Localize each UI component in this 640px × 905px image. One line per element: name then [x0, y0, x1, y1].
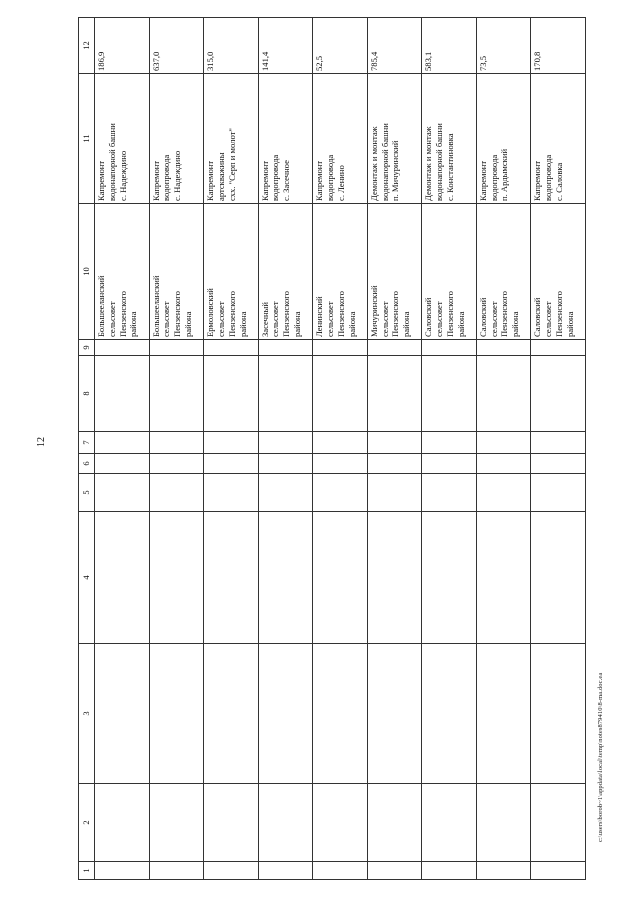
table-cell-col1	[476, 862, 531, 880]
table-cell-col3	[258, 644, 313, 784]
table-cell-col9	[367, 340, 422, 356]
table-cell-col8	[204, 356, 259, 432]
table-cell-col6	[313, 454, 368, 474]
table-cell-col11: Капремонт водопровода с. Надеждино	[149, 74, 204, 204]
table-cell-col6	[476, 454, 531, 474]
table-cell-col10: Засечный сельсовет Пензенского района	[258, 204, 313, 340]
table-cell-col1	[313, 862, 368, 880]
table-cell-col1	[149, 862, 204, 880]
table-cell-col8	[476, 356, 531, 432]
table-cell-col8	[149, 356, 204, 432]
page-number: 12	[36, 437, 47, 447]
table-cell-col3	[95, 644, 150, 784]
table-cell-col11: Демонтаж и монтаж водонапорной башни с. Константиновка	[422, 74, 477, 204]
table-cell-col7	[367, 432, 422, 454]
table-cell-col11: Капремонт водопровода с. Засечное	[258, 74, 313, 204]
table-cell-col9	[204, 340, 259, 356]
table-cell-col1	[95, 862, 150, 880]
table-cell-col9	[531, 340, 586, 356]
table-cell-col6	[95, 454, 150, 474]
table-cell-col12: 170,8	[531, 18, 586, 74]
table-cell-col12: 52,5	[313, 18, 368, 74]
table-cell-col7	[204, 432, 259, 454]
table-cell-col5	[531, 474, 586, 512]
table-cell-col5	[367, 474, 422, 512]
table-cell-col10: Ермоловский сельсовет Пензенского района	[204, 204, 259, 340]
table-row	[313, 18, 368, 880]
table-cell-col2	[95, 784, 150, 862]
table-cell-col5	[258, 474, 313, 512]
table-cell-col12: 637,0	[149, 18, 204, 74]
table-cell-col2	[531, 784, 586, 862]
table-cell-col1	[422, 862, 477, 880]
column-header-6: 6	[79, 454, 95, 474]
table-cell-col10: Мичуринский сельсовет Пензенского района	[367, 204, 422, 340]
table-cell-col8	[531, 356, 586, 432]
table-cell-col4	[313, 512, 368, 644]
column-header-1: 1	[79, 862, 95, 880]
table-cell-col7	[258, 432, 313, 454]
table-cell-col12: 186,9	[95, 18, 150, 74]
table-header-row	[79, 18, 95, 880]
table-cell-col9	[258, 340, 313, 356]
column-header-3: 3	[79, 644, 95, 784]
table-cell-col8	[313, 356, 368, 432]
table-cell-col12: 785,4	[367, 18, 422, 74]
table-cell-col3	[204, 644, 259, 784]
table-cell-col4	[367, 512, 422, 644]
table-cell-col12: 73,5	[476, 18, 531, 74]
table-cell-col8	[95, 356, 150, 432]
table-cell-col5	[149, 474, 204, 512]
table-cell-col4	[422, 512, 477, 644]
table-cell-col6	[258, 454, 313, 474]
table-row	[258, 18, 313, 880]
table-cell-col4	[149, 512, 204, 644]
table-cell-col3	[531, 644, 586, 784]
table-cell-col9	[149, 340, 204, 356]
table-cell-col7	[95, 432, 150, 454]
table-cell-col10: Ленинский сельсовет Пензенского района	[313, 204, 368, 340]
table-cell-col6	[204, 454, 259, 474]
table-cell-col11: Демонтаж и монтаж водонапорной башни п. Мичуринский	[367, 74, 422, 204]
file-path: c:\users\borob~1\appdata\local\temp\notes879410\8-ma.doc.ea	[597, 672, 604, 842]
column-header-12: 12	[79, 18, 95, 74]
table-cell-col8	[258, 356, 313, 432]
table-cell-col12: 315,0	[204, 18, 259, 74]
table-cell-col4	[476, 512, 531, 644]
table-cell-col2	[149, 784, 204, 862]
table-cell-col5	[95, 474, 150, 512]
table-cell-col12: 583,1	[422, 18, 477, 74]
column-header-10: 10	[79, 204, 95, 340]
table-cell-col7	[422, 432, 477, 454]
column-header-2: 2	[79, 784, 95, 862]
table-cell-col5	[476, 474, 531, 512]
table-row	[149, 18, 204, 880]
table-cell-col11: Капремонт водонапорной башни с. Надеждино	[95, 74, 150, 204]
table-cell-col10: Большееланский сельсовет Пензенского района	[149, 204, 204, 340]
table-row	[422, 18, 477, 880]
table-cell-col1	[258, 862, 313, 880]
table-cell-col9	[313, 340, 368, 356]
column-header-11: 11	[79, 74, 95, 204]
table-cell-col4	[95, 512, 150, 644]
column-header-7: 7	[79, 432, 95, 454]
table-cell-col4	[204, 512, 259, 644]
table-cell-col5	[204, 474, 259, 512]
column-header-8: 8	[79, 356, 95, 432]
table-cell-col7	[313, 432, 368, 454]
table-cell-col10: Саловский сельсовет Пензенского района	[476, 204, 531, 340]
table-cell-col1	[367, 862, 422, 880]
data-table	[78, 17, 586, 880]
table-cell-col3	[313, 644, 368, 784]
table-cell-col6	[531, 454, 586, 474]
table-cell-col2	[258, 784, 313, 862]
table-cell-col2	[422, 784, 477, 862]
table-cell-col11: Капремонт артскважины схх. "Серп и молот"	[204, 74, 259, 204]
table-cell-col9	[95, 340, 150, 356]
table-cell-col7	[531, 432, 586, 454]
table-cell-col3	[422, 644, 477, 784]
table-cell-col8	[422, 356, 477, 432]
table-row	[476, 18, 531, 880]
table-row	[95, 18, 150, 880]
table-cell-col9	[476, 340, 531, 356]
table-cell-col2	[476, 784, 531, 862]
table-cell-col10: Саловский сельсовет Пензенского района	[531, 204, 586, 340]
table-cell-col10: Большееланский сельсовет Пензенского района	[95, 204, 150, 340]
table-cell-col3	[149, 644, 204, 784]
table-body	[95, 18, 586, 880]
table-cell-col1	[531, 862, 586, 880]
table-cell-col3	[476, 644, 531, 784]
table-cell-col11: Капремонт водопровода п. Ардымский	[476, 74, 531, 204]
table-cell-col11: Капремонт водопровода с. Саловка	[531, 74, 586, 204]
table-cell-col6	[149, 454, 204, 474]
table-cell-col3	[367, 644, 422, 784]
table-cell-col7	[476, 432, 531, 454]
table-cell-col5	[422, 474, 477, 512]
table-cell-col8	[367, 356, 422, 432]
table-cell-col1	[204, 862, 259, 880]
rotated-table-container	[78, 18, 586, 880]
table-cell-col6	[367, 454, 422, 474]
table-cell-col4	[258, 512, 313, 644]
column-header-9: 9	[79, 340, 95, 356]
table-cell-col12: 141,4	[258, 18, 313, 74]
table-cell-col6	[422, 454, 477, 474]
table-cell-col9	[422, 340, 477, 356]
table-row	[531, 18, 586, 880]
table-row	[204, 18, 259, 880]
table-cell-col10: Саловский сельсовет Пензенского района	[422, 204, 477, 340]
table-cell-col2	[204, 784, 259, 862]
table-row	[367, 18, 422, 880]
column-header-4: 4	[79, 512, 95, 644]
table-cell-col5	[313, 474, 368, 512]
table-cell-col11: Капремонт водопровода с. Ленино	[313, 74, 368, 204]
table-cell-col4	[531, 512, 586, 644]
column-header-5: 5	[79, 474, 95, 512]
table-cell-col7	[149, 432, 204, 454]
table-cell-col2	[313, 784, 368, 862]
table-cell-col2	[367, 784, 422, 862]
